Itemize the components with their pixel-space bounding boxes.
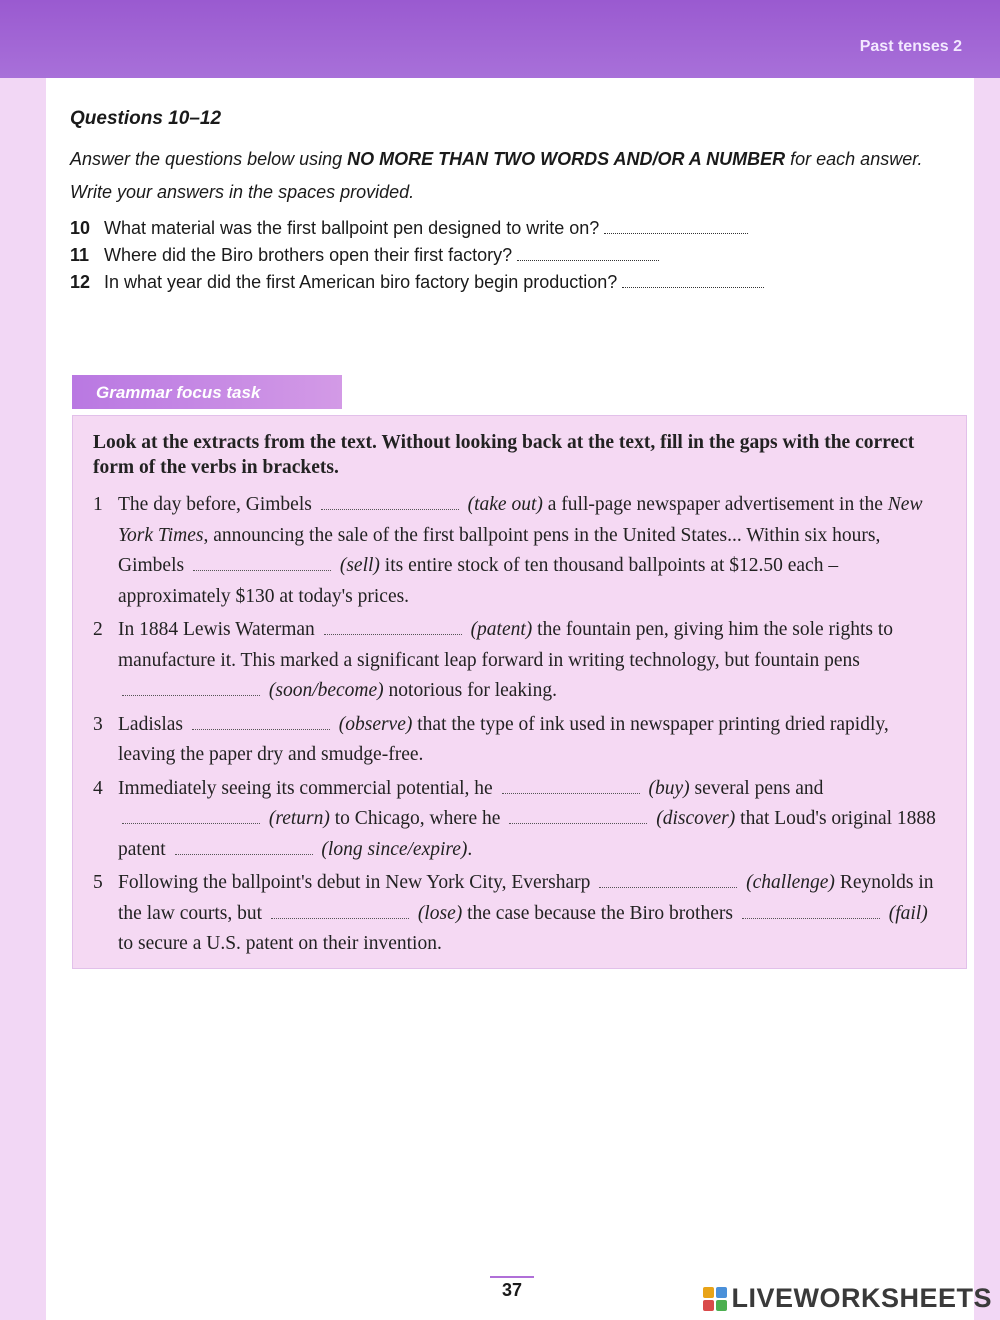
grammar-item-2: 2 In 1884 Lewis Waterman (patent) the fountain pen, giving him the sole rights to manufacture it. This marked a significant leap forward in writing technology, but fountain pens (soon/become) notorious for leaking. <box>93 615 946 707</box>
questions-instructions: Answer the questions below using NO MORE THAN TWO WORDS AND/OR A NUMBER for each answer. <box>70 149 923 169</box>
questions-heading: Questions 10–12 <box>70 108 222 129</box>
item-number: 1 <box>93 494 103 515</box>
grammar-focus-tab: Grammar focus task <box>72 375 342 409</box>
newspaper-title: New York Times <box>118 494 923 546</box>
grammar-task-box <box>72 415 967 969</box>
verb-hint: (return) <box>268 808 330 829</box>
verb-hint: (fail) <box>888 902 928 924</box>
verb-gap[interactable] <box>324 622 462 635</box>
answer-instructions: Write your answers in the spaces provided. <box>70 182 415 202</box>
section-title: Past tenses 2 <box>859 38 962 55</box>
question-list <box>70 215 970 296</box>
grammar-item-4: 4 Immediately seeing its commercial potential, he (buy) several pens and (return) to Chicago, where he (discover) that Loud's original 1888 patent (long since/expire). <box>93 774 946 866</box>
question-12 <box>70 269 970 296</box>
verb-hint: (buy) <box>648 777 690 799</box>
question-number: 11 <box>70 245 90 265</box>
logo-cell <box>716 1287 727 1298</box>
item-number: 2 <box>93 619 103 640</box>
question-text: In what year did the first American biro factory begin production? <box>104 272 618 292</box>
verb-gap[interactable] <box>321 497 459 510</box>
item-number: 5 <box>93 872 103 893</box>
verb-hint: (take out) <box>467 494 543 515</box>
liveworksheets-logo-icon <box>703 1287 727 1311</box>
verb-hint: (patent) <box>470 619 533 640</box>
verb-hint: (observe) <box>338 713 413 735</box>
header-band <box>0 0 1000 78</box>
logo-cell <box>703 1287 714 1298</box>
answer-blank[interactable] <box>517 248 659 261</box>
question-number: 10 <box>70 218 91 238</box>
answer-blank[interactable] <box>622 275 764 288</box>
verb-gap[interactable] <box>509 811 647 824</box>
verb-gap[interactable] <box>122 811 260 824</box>
page-number: 37 <box>490 1276 534 1301</box>
task-intro: Look at the extracts from the text. Without looking back at the text, fill in the gaps with the correct form of the verbs in brackets. <box>93 432 915 478</box>
question-number: 12 <box>70 272 91 292</box>
question-11 <box>70 242 970 269</box>
verb-hint: (long since/expire) <box>321 838 468 860</box>
item-number: 3 <box>93 713 103 735</box>
verb-hint: (soon/become) <box>268 680 384 701</box>
verb-hint: (challenge) <box>746 872 835 893</box>
question-text: Where did the Biro brothers open their first factory? <box>104 245 513 265</box>
verb-gap[interactable] <box>271 906 409 919</box>
verb-hint: (lose) <box>417 902 463 924</box>
watermark-text: LIVEWORKSHEETS <box>731 1283 992 1313</box>
logo-cell <box>716 1300 727 1311</box>
word-limit: NO MORE THAN TWO WORDS AND/OR A NUMBER <box>347 149 786 169</box>
logo-cell <box>703 1300 714 1311</box>
grammar-item-1: 1 The day before, Gimbels (take out) a full-page newspaper advertisement in the New York Times, announcing the sale of the first ballpoint pens in the United States... Within six hours, Gimbels (sell) its entire stock of ten thousand ballpoints at $12.50 each – approximately $130 at today's prices. <box>93 490 946 612</box>
verb-gap[interactable] <box>742 906 880 919</box>
answer-blank[interactable] <box>604 221 748 234</box>
verb-gap[interactable] <box>192 717 330 730</box>
verb-gap[interactable] <box>193 558 331 571</box>
verb-hint: (sell) <box>339 555 380 576</box>
questions-section <box>70 108 970 296</box>
liveworksheets-watermark[interactable] <box>703 1283 992 1314</box>
verb-gap[interactable] <box>122 683 260 696</box>
question-10 <box>70 215 970 242</box>
verb-hint: (discover) <box>656 808 736 829</box>
verb-gap[interactable] <box>599 875 737 888</box>
verb-gap[interactable] <box>502 781 640 794</box>
question-text: What material was the first ballpoint pen designed to write on? <box>104 218 600 238</box>
grammar-item-5: 5 Following the ballpoint's debut in New York City, Eversharp (challenge) Reynolds in the law courts, but (lose) the case because the Biro brothers (fail) to secure a U.S. patent on their invention. <box>93 868 946 960</box>
verb-gap[interactable] <box>175 842 313 855</box>
right-margin-strip <box>974 78 1000 1320</box>
left-margin-strip <box>0 78 46 1320</box>
grammar-item-3: 3 Ladislas (observe) that the type of ink used in newspaper printing dried rapidly, leaving the paper dry and smudge-free. <box>93 710 946 771</box>
item-number: 4 <box>93 777 103 799</box>
